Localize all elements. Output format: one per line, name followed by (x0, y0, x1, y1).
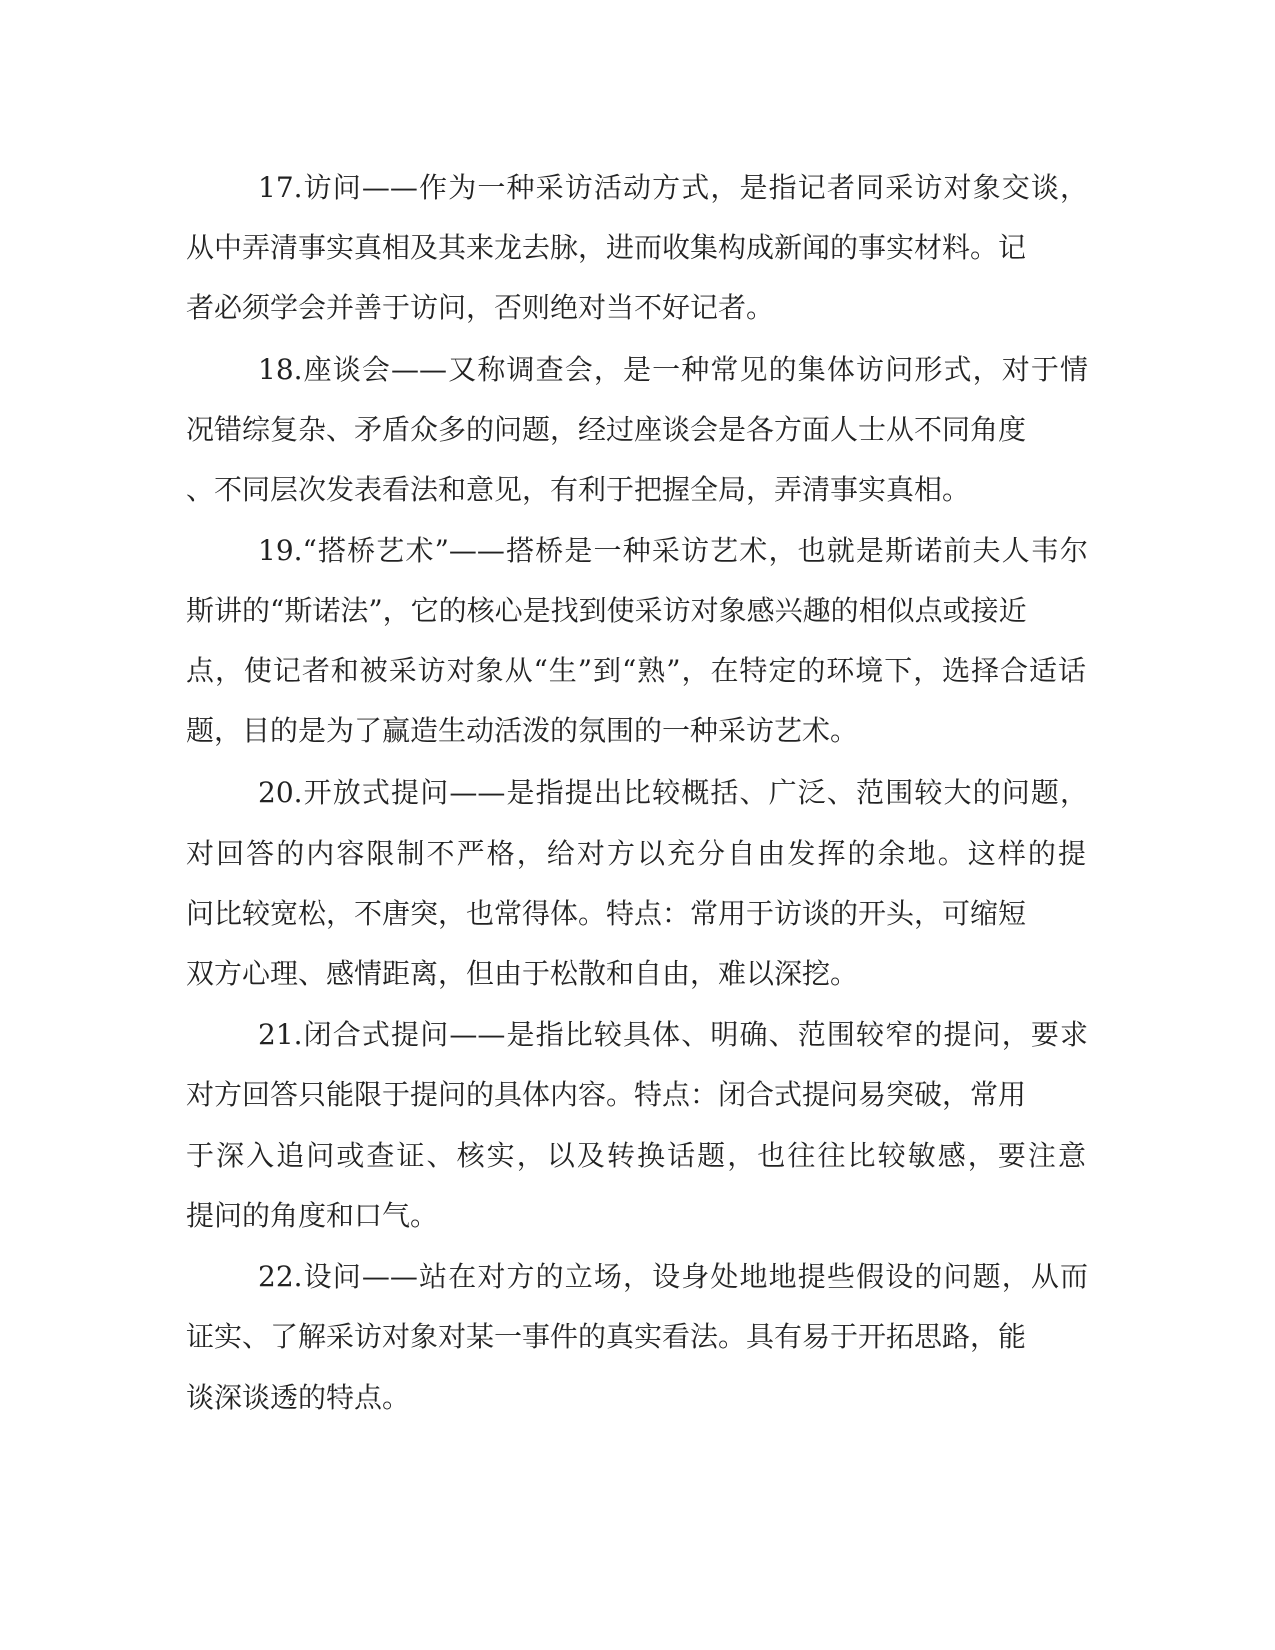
paragraph-21-line-2: 对方回答只能限于提问的具体内容。特点：闭合式提问易突破，常用 (186, 1078, 1027, 1111)
paragraph-18-line-3: 、不同层次发表看法和意见，有利于把握全局，弄清事实真相。 (186, 473, 971, 506)
paragraph-19-line-4: 题，目的是为了赢造生动活泼的氛围的一种采访艺术。 (186, 714, 859, 747)
paragraph-20-line-2: 对回答的内容限制不严格，给对方以充分自由发挥的余地。这样的提 (186, 837, 1086, 870)
paragraph-19-line-2: 斯讲的“斯诺法”，它的核心是找到使采访对象感兴趣的相似点或接近 (186, 594, 1027, 627)
paragraph-21-line-3: 于深入追问或查证、核实，以及转换话题，也往往比较敏感，要注意 (186, 1139, 1086, 1172)
paragraph-19-line-3: 点，使记者和被采访对象从“生”到“熟”，在特定的环境下，选择合适话 (186, 654, 1086, 687)
paragraph-22-line-3: 谈深谈透的特点。 (186, 1381, 411, 1414)
paragraph-18-line-1: 18.座谈会——又称调查会，是一种常见的集体访问形式，对于情 (258, 353, 1088, 386)
paragraph-17-line-2: 从中弄清事实真相及其来龙去脉，进而收集构成新闻的事实材料。记 (186, 231, 1027, 264)
paragraph-20-line-1: 20.开放式提问——是指提出比较概括、广泛、范围较大的问题， (258, 776, 1088, 809)
paragraph-21-line-4: 提问的角度和口气。 (186, 1199, 439, 1232)
paragraph-20-line-4: 双方心理、感情距离，但由于松散和自由，难以深挖。 (186, 957, 859, 990)
paragraph-17-line-1: 17.访问——作为一种采访活动方式，是指记者同采访对象交谈， (258, 171, 1088, 204)
paragraph-19-line-1: 19.“搭桥艺术”——搭桥是一种采访艺术，也就是斯诺前夫人韦尔 (258, 534, 1088, 567)
paragraph-22-line-1: 22.设问——站在对方的立场，设身处地地提些假设的问题，从而 (258, 1260, 1088, 1293)
paragraph-18-line-2: 况错综复杂、矛盾众多的问题，经过座谈会是各方面人士从不同角度 (186, 413, 1027, 446)
paragraph-22-line-2: 证实、了解采访对象对某一事件的真实看法。具有易于开拓思路，能 (186, 1320, 1027, 1353)
paragraph-20-line-3: 问比较宽松，不唐突，也常得体。特点：常用于访谈的开头，可缩短 (186, 897, 1027, 930)
paragraph-17-line-3: 者必须学会并善于访问，否则绝对当不好记者。 (186, 291, 775, 324)
paragraph-21-line-1: 21.闭合式提问——是指比较具体、明确、范围较窄的提问，要求 (258, 1018, 1088, 1051)
